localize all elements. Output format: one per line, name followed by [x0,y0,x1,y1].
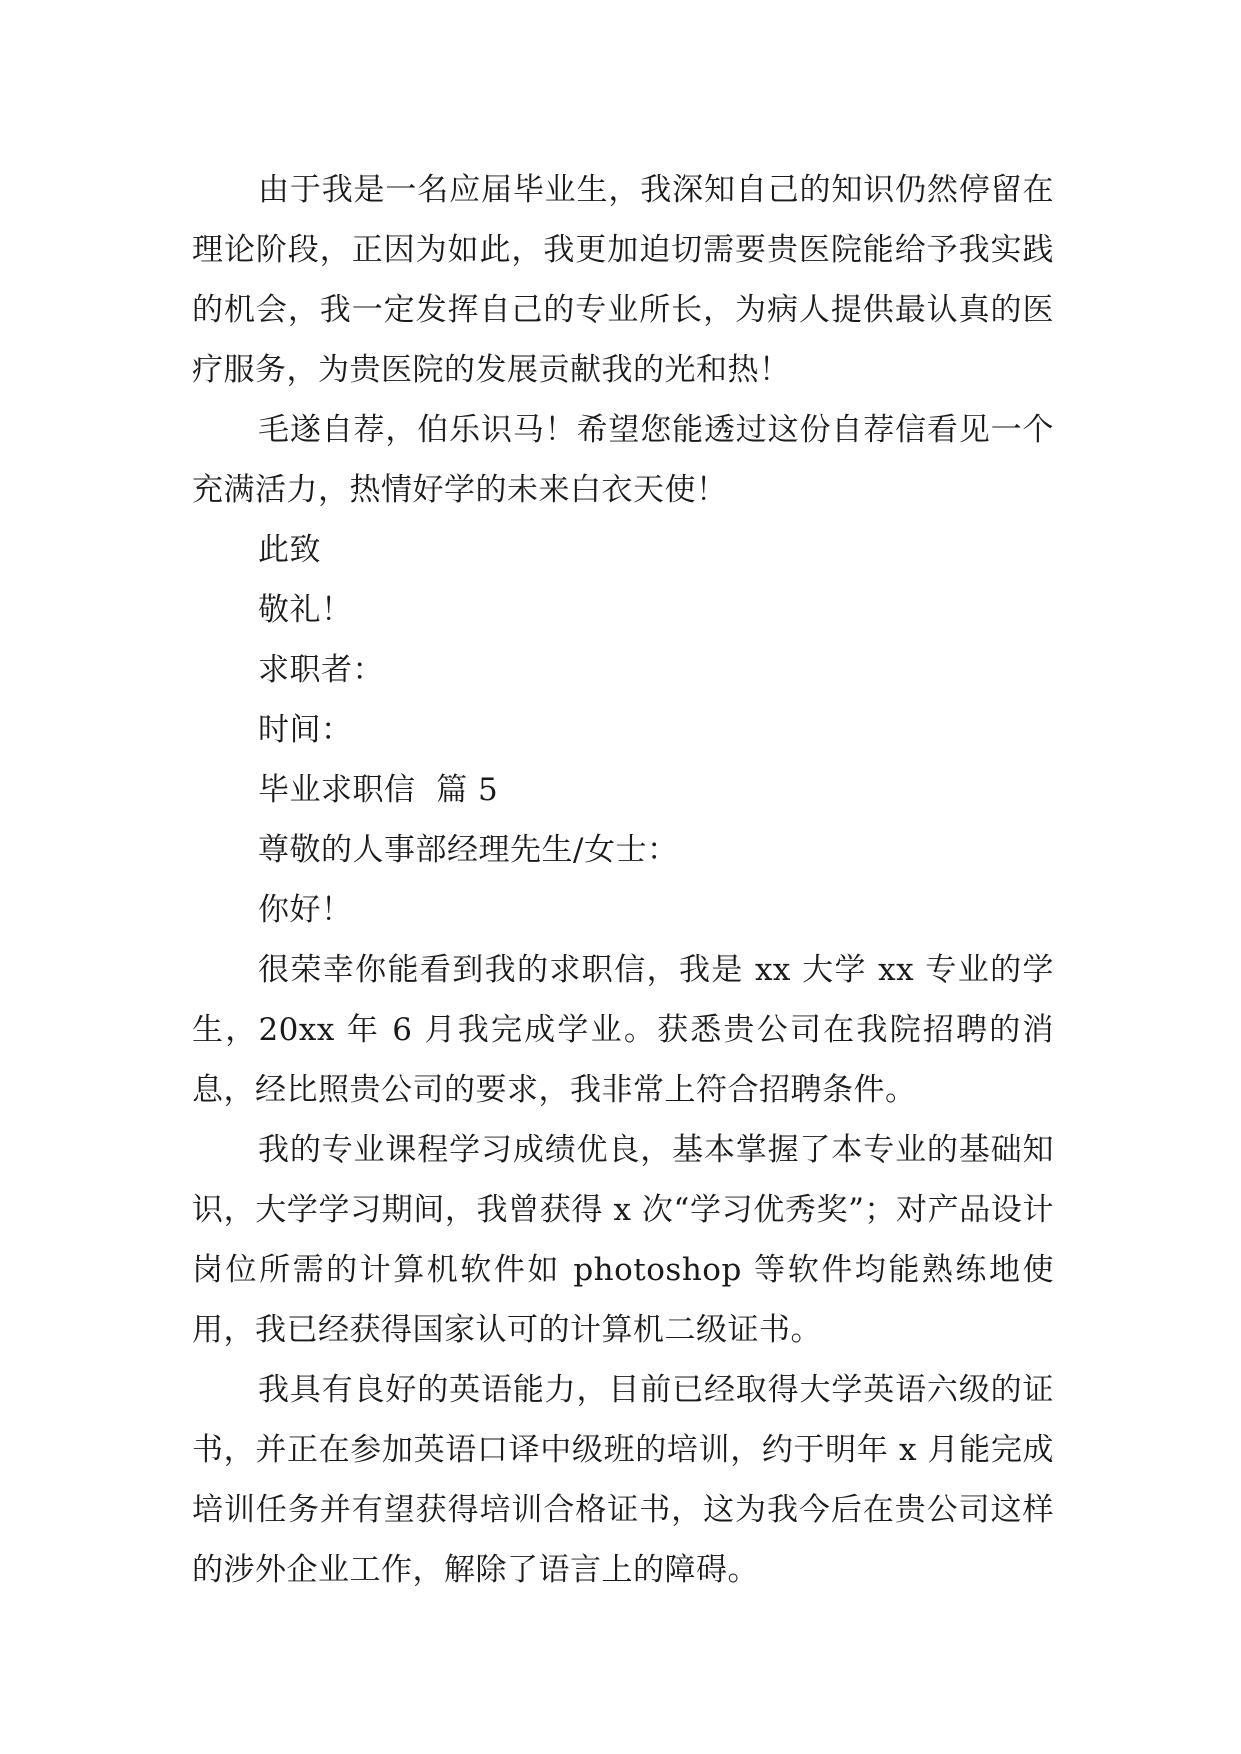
closing-salute: 敬礼！ [258,592,353,628]
paragraph-self-recommend: 毛遂自荐，伯乐识马！希望您能透过这份自荐信看见一个充满活力，热情好学的未来白衣天使！ [192,412,1054,508]
greeting-hello: 你好！ [258,892,353,928]
paragraph-skills: 我的专业课程学习成绩优良，基本掌握了本专业的基础知识，大学学习期间，我曾获得 x 次“学习优秀奖”；对产品设计岗位所需的计算机软件如 photoshop 等软件均能熟练地使用，我已经获得国家认可的计算机二级证书。 [192,1132,1054,1348]
time-label: 时间： [258,712,353,748]
greeting-to: 尊敬的人事部经理先生/女士： [258,832,679,868]
applicant-label: 求职者： [258,652,384,688]
paragraph-intro: 很荣幸你能看到我的求职信，我是 xx 大学 xx 专业的学生，20xx 年 6 月我完成学业。获悉贵公司在我院招聘的消息，经比照贵公司的要求，我非常上符合招聘条件。 [192,952,1054,1108]
closing-to: 此致 [258,532,321,568]
paragraph-english: 我具有良好的英语能力，目前已经取得大学英语六级的证书，并正在参加英语口译中级班的培训，约于明年 x 月能完成培训任务并有望获得培训合格证书，这为我今后在贵公司这样的涉外企业工作，解除了语言上的障碍。 [192,1372,1054,1588]
paragraph-graduate-intro: 由于我是一名应届毕业生，我深知自己的知识仍然停留在理论阶段，正因为如此，我更加迫切需要贵医院能给予我实践的机会，我一定发挥自己的专业所长，为病人提供最认真的医疗服务，为贵医院的发展贡献我的光和热！ [192,172,1054,388]
document-body [192,160,1054,1600]
section-title: 毕业求职信 篇 5 [258,772,499,808]
